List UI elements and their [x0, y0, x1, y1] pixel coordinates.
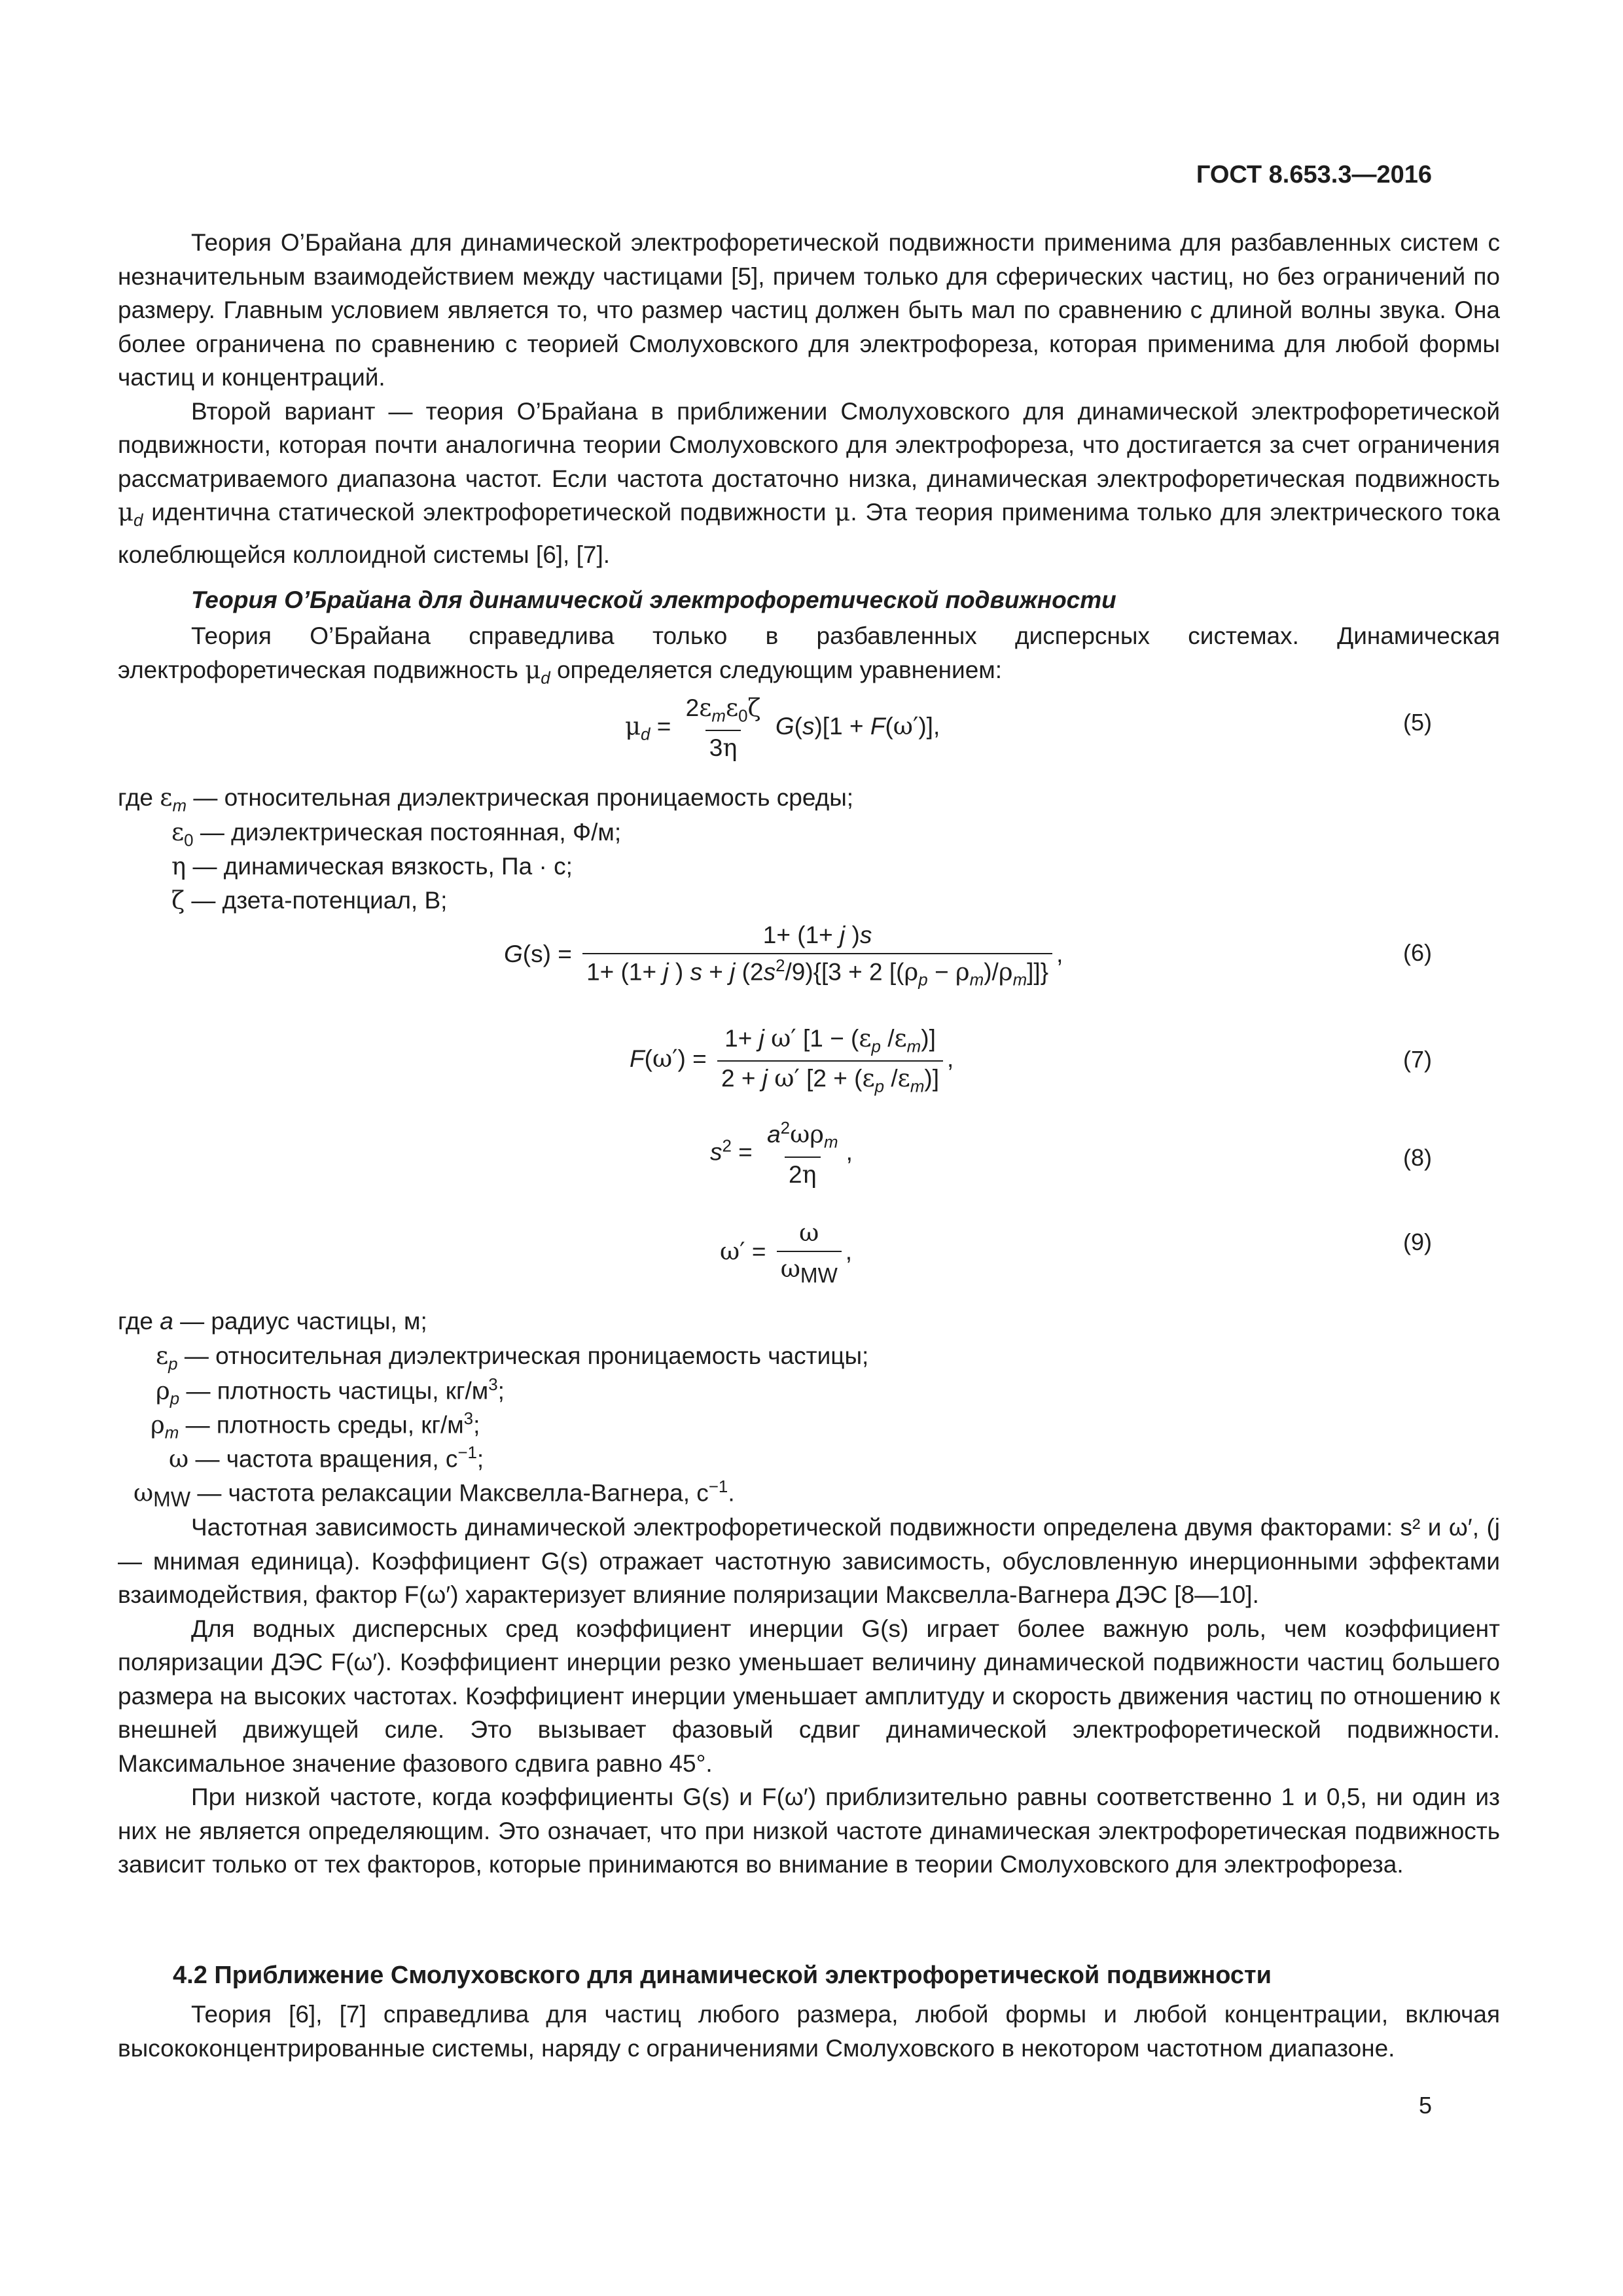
definition-eps-0: $\varepsilon_0$ — диэлектрическая постоянная, Ф/м;: [171, 818, 622, 850]
paragraph-3: Теория О’Брайана справедлива только в разбавленных дисперсных системах. Динамическая электрофоретическая подвижность $\mu_d$ определяется следующим уравнением:: [118, 622, 1500, 687]
paragraph-2-text-b: идентична статической электрофоретической подвижности: [151, 499, 827, 526]
standard-header: ГОСТ 8.653.3—2016: [1196, 161, 1432, 188]
paragraph-3-text-a: Теория О’Брайана справедлива только в разбавленных дисперсных системах. Динамическая электрофоретическая подвижность: [118, 622, 1500, 683]
definition-text: — плотность частицы, кг/м: [186, 1377, 489, 1405]
paragraph-2: Второй вариант — теория О’Брайана в приближении Смолуховского для динамической электрофоретической подвижности, которая почти аналогична теории Смолуховского для электрофореза, что достигается за счет ограничения рассматриваемого диапазона частот. Если частота достаточно низка, динамическая электрофоретическая подвижность $\mu_d$ идентична статической электрофоретической подвижности μ. Эта теория применима только для электрического тока колеблющейся коллоидной системы [6], [7].: [118, 397, 1500, 568]
definition-rho-m: $\rho_m$ — плотность среды, $кг/м^3$;: [151, 1410, 480, 1443]
page-number: 5: [1418, 2092, 1432, 2119]
definition-text: — плотность среды, кг/м: [185, 1411, 464, 1439]
definition-eps-p: $\varepsilon_p$ — относительная диэлектрическая проницаемость частицы;: [156, 1342, 869, 1374]
equation-6: G(s) = $\frac{1+ (1+ j )s}{1+ (1+ j ) s + j (2s^2/9)\{[3 + 2 [(\rho_p - \rho_m)/\rho_m]]\}}$ ,: [504, 922, 1063, 990]
where-label: где: [118, 784, 154, 811]
definition-text: — частота вращения, с: [195, 1445, 458, 1473]
definition-eps-m: где $\varepsilon_m$ — относительная диэлектрическая проницаемость среды;: [118, 783, 854, 816]
equation-7: F(ω′) = $\frac{1+ j \omega' [1 - (\varepsilon_p /\varepsilon_m)]}{2 + j \omega' [2 + (\varepsilon_p /\varepsilon_m)]}$ ,: [630, 1024, 954, 1096]
equation-6-number: (6): [1403, 939, 1432, 966]
definition-omega-mw: $\omega_{MW}$ — частота релаксации Максвелла-Вагнера, $с^{-1}$.: [134, 1478, 735, 1511]
definition-zeta: ζ — дзета-потенциал, В;: [171, 886, 448, 914]
definition-text: — динамическая вязкость, Па · с;: [192, 853, 573, 880]
definition-a: где a — радиус частицы, м;: [118, 1308, 427, 1335]
definition-text: — радиус частицы, м;: [180, 1308, 427, 1335]
definition-text: — относительная диэлектрическая проницаемость среды;: [193, 784, 854, 811]
paragraph-6: При низкой частоте, когда коэффициенты G(s) и F(ω′) приблизительно равны соответственно 1 и 0,5, ни один из них не является определяющим. Это означает, что при низкой частоте динамическая электрофоретическая подвижность зависит только от тех факторов, которые принимаются во внимание в теории Смолуховского для электрофореза.: [118, 1784, 1500, 1878]
paragraph-5: Для водных дисперсных сред коэффициент инерции G(s) играет более важную роль, чем коэффициент поляризации ДЭС F(ω′). Коэффициент инерции резко уменьшает величину динамической подвижности частиц большего размера на высоких частотах. Коэффициент инерции уменьшает амплитуду и скорость движения частиц по отношению к внешней движущей силе. Это вызывает фазовый сдвиг динамической электрофоретической подвижности. Максимальное значение фазового сдвига равно 45°.: [118, 1615, 1500, 1777]
where-label: где: [118, 1308, 154, 1335]
equation-8: $s^2$ = $\frac{a^2\omega\rho_m}{2\eta}$ ,: [710, 1119, 853, 1189]
equation-9: ω′ = $\frac{\omega}{\omega_{MW}}$ ,: [720, 1219, 853, 1287]
definition-eta: η — динамическая вязкость, Па · с;: [171, 852, 573, 880]
section-heading: 4.2 Приближение Смолуховского для динамической электрофоретической подвижности: [173, 1962, 1272, 1989]
intro-block: [118, 226, 1500, 571]
paragraph-4: Частотная зависимость динамической электрофоретической подвижности определена двумя факторами: s² и ω′, (j — мнимая единица). Коэффициент G(s) отражает частотную зависимость, обусловленную инерционными эффектами взаимодействия, фактор F(ω′) характеризует влияние поляризации Максвелла-Вагнера ДЭС [8—10].: [118, 1514, 1500, 1608]
paragraph-1: Теория О’Брайана для динамической электрофоретической подвижности применима для разбавленных систем с незначительным взаимодействием между частицами [5], причем только для сферических частиц, но без ограничений по размеру. Главным условием является то, что размер частиц должен быть мал по сравнению с длиной волны звука. Она более ограничена по сравнению с теорией Смолуховского для электрофореза, которая применима для любой формы частиц и концентраций.: [118, 229, 1500, 391]
paragraph-7-block: [118, 1998, 1500, 2065]
paragraph-2-text-a: Второй вариант — теория О’Брайана в приближении Смолуховского для динамической электрофоретической подвижности, которая почти аналогична теории Смолуховского для электрофореза, что достигается за счет ограничения рассматриваемого диапазона частот. Если частота достаточно низка, динамическая электрофоретическая подвижность: [118, 397, 1500, 492]
definition-text: — относительная диэлектрическая проницаемость частицы;: [184, 1342, 869, 1369]
definition-text: — частота релаксации Максвелла-Вагнера, с: [197, 1479, 709, 1507]
body-block: [118, 1511, 1500, 1882]
definition-text: — диэлектрическая постоянная, Ф/м;: [200, 819, 622, 846]
paragraph-3-text-b: определяется следующим уравнением:: [556, 656, 1003, 683]
equation-9-number: (9): [1403, 1229, 1432, 1255]
equation-5: $\mu_d$ = $\frac{2\varepsilon_m\varepsilon_0\zeta}{3\eta}$ G(s)[1 + F(ω′)],: [625, 694, 940, 762]
definition-omega: ω — частота вращения, $с^{-1}$;: [169, 1444, 484, 1473]
paragraph-2-text-c: . Эта теория применима только для электрического тока колеблющейся коллоидной системы [6], [7].: [118, 499, 1500, 568]
equation-5-number: (5): [1403, 709, 1432, 736]
definition-rho-p: $\rho_p$ — плотность частицы, $кг/м^3$;: [156, 1376, 505, 1408]
equation-7-number: (7): [1403, 1046, 1432, 1073]
equation-8-number: (8): [1403, 1144, 1432, 1171]
definition-text: — дзета-потенциал, В;: [191, 887, 448, 914]
subheading: Теория О’Брайана для динамической электрофоретической подвижности: [191, 586, 1116, 613]
paragraph-7: Теория [6], [7] справедлива для частиц любого размера, любой формы и любой концентрации, включая высококонцентрированные системы, наряду с ограничениями Смолуховского в некотором частотном диапазоне.: [118, 2001, 1500, 2062]
